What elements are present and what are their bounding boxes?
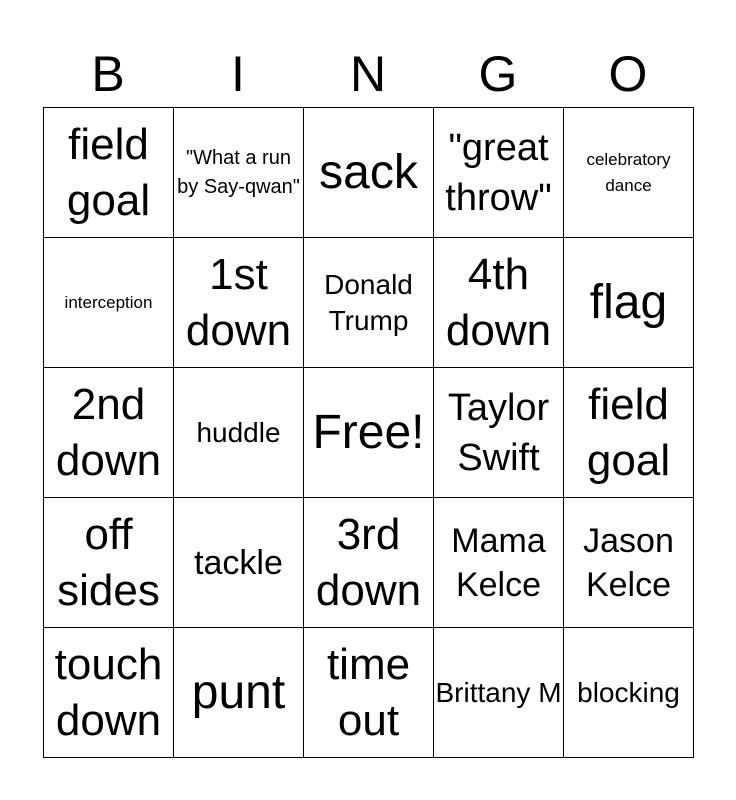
cell-label: field goal [586, 379, 671, 485]
bingo-cell[interactable] [434, 628, 564, 758]
bingo-cell[interactable] [44, 108, 174, 238]
cell-label: tackle [194, 543, 283, 582]
bingo-cell[interactable] [434, 368, 564, 498]
cell-label: Jason Kelce [583, 521, 674, 604]
cell-label: off sides [57, 509, 160, 615]
cell-label: Brittany M [435, 676, 562, 708]
bingo-cell[interactable] [564, 498, 694, 628]
bingo-cell[interactable] [564, 108, 694, 238]
cell-label: Mama Kelce [451, 521, 546, 604]
bingo-cell[interactable] [174, 498, 304, 628]
bingo-cell[interactable] [304, 628, 434, 758]
bingo-cell[interactable] [44, 498, 174, 628]
header-letter-b: B [91, 46, 125, 102]
bingo-cell[interactable] [44, 628, 174, 758]
cell-label: flag [589, 275, 668, 329]
cell-label: sack [319, 145, 418, 199]
bingo-cell[interactable] [434, 108, 564, 238]
bingo-cell[interactable] [564, 368, 694, 498]
header-letter-g: G [478, 46, 518, 102]
header-letter-n: N [349, 46, 387, 102]
bingo-cell[interactable] [304, 108, 434, 238]
bingo-cell[interactable] [174, 628, 304, 758]
bingo-header [43, 40, 693, 108]
bingo-cell[interactable] [434, 498, 564, 628]
bingo-cell[interactable] [174, 368, 304, 498]
cell-label: field goal [66, 119, 151, 225]
bingo-cell[interactable] [44, 368, 174, 498]
cell-label: "great throw" [445, 126, 552, 219]
cell-label: "What a run by Say-qwan" [177, 146, 300, 198]
cell-label: blocking [577, 676, 680, 708]
cell-label: interception [64, 292, 153, 312]
cell-label: Taylor Swift [447, 386, 550, 479]
bingo-cell[interactable] [434, 238, 564, 368]
cell-label: Free! [312, 405, 425, 459]
cell-label: Donald Trump [324, 268, 413, 336]
cell-label: touch down [54, 639, 163, 745]
bingo-cell[interactable] [304, 498, 434, 628]
bingo-cell[interactable] [44, 238, 174, 368]
free-space-cell[interactable] [304, 368, 434, 498]
cell-label: 4th down [445, 249, 552, 355]
bingo-cell[interactable] [564, 238, 694, 368]
bingo-cell[interactable] [174, 108, 304, 238]
bingo-board [43, 107, 694, 758]
cell-label: huddle [196, 416, 281, 448]
bingo-cell[interactable] [564, 628, 694, 758]
cell-label: celebratory dance [586, 149, 671, 195]
cell-label: 1st down [185, 249, 292, 355]
cell-label: punt [191, 665, 286, 719]
header-letter-o: O [608, 46, 648, 102]
bingo-cell[interactable] [174, 238, 304, 368]
header-letter-i: I [231, 46, 245, 102]
cell-label: 2nd down [55, 379, 162, 485]
cell-label: 3rd down [315, 509, 422, 615]
bingo-cell[interactable] [304, 238, 434, 368]
cell-label: time out [326, 639, 411, 745]
